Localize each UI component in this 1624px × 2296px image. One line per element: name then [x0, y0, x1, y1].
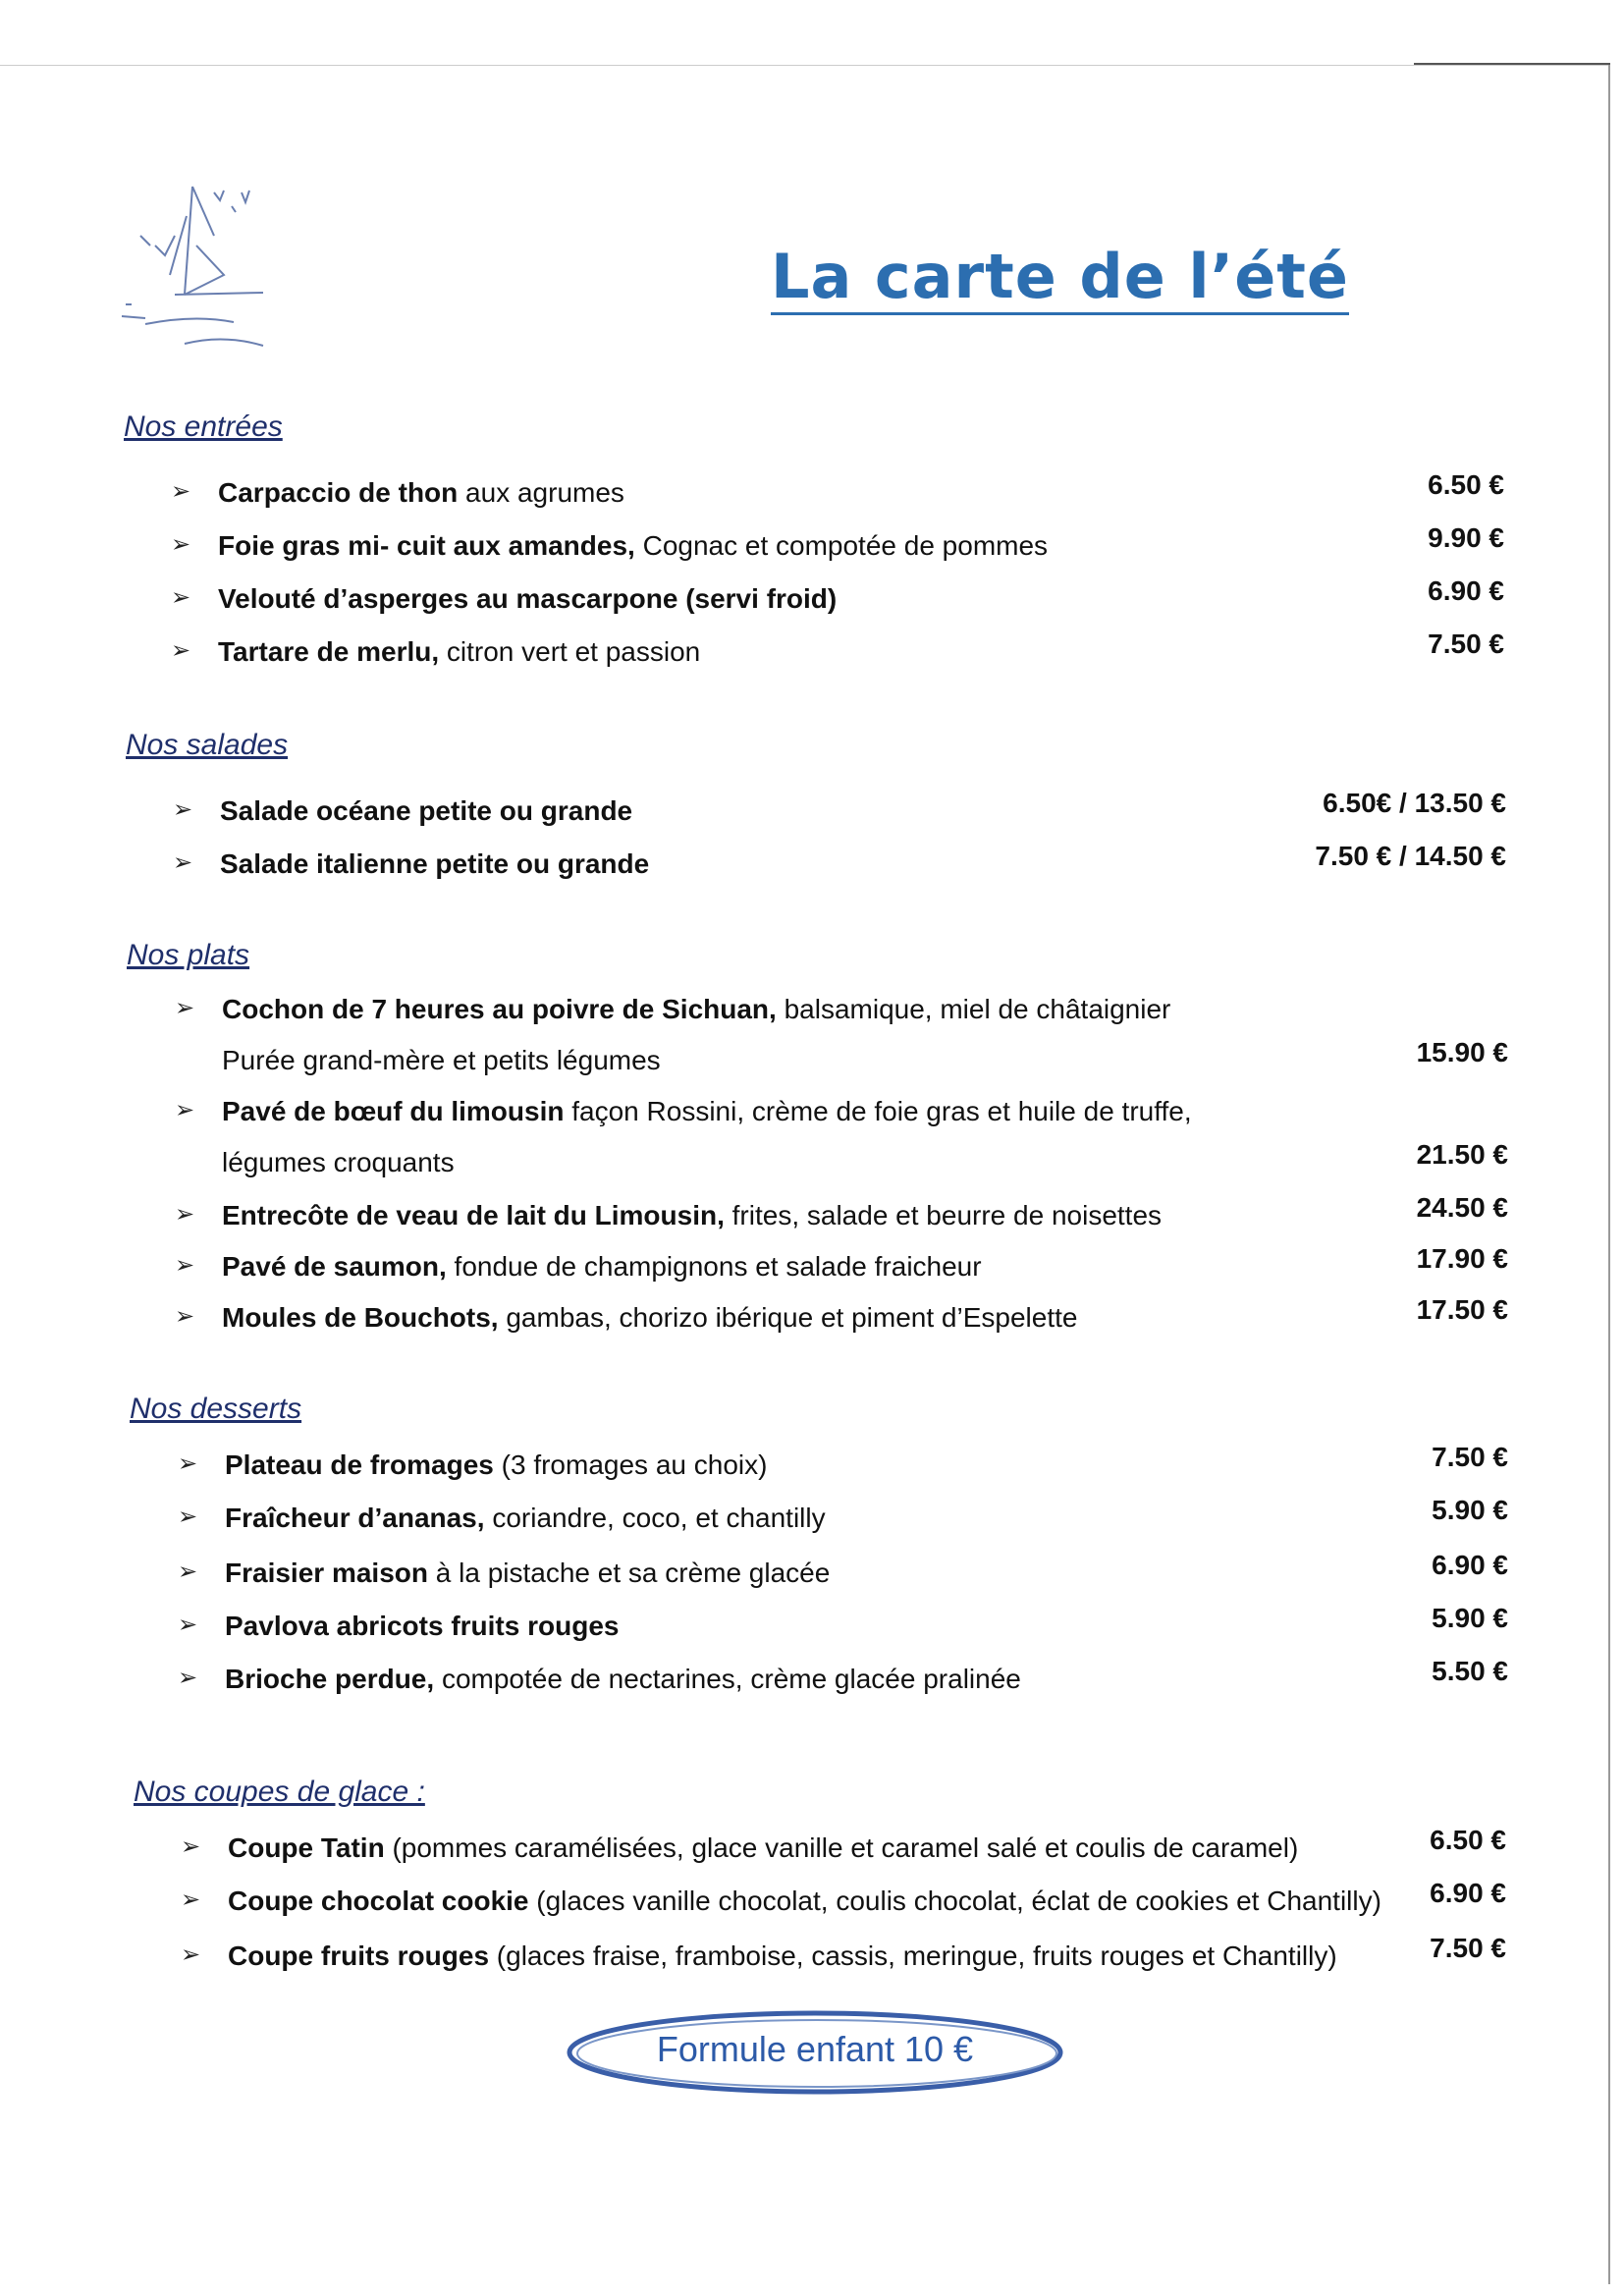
bullet-arrow-icon: ➢ [181, 1886, 201, 1913]
section-title: Nos coupes de glace : [134, 1776, 425, 1808]
bullet-arrow-icon: ➢ [171, 478, 191, 505]
bullet-arrow-icon: ➢ [181, 1941, 201, 1968]
menu-item [178, 1449, 768, 1481]
item-price: 5.50 € [1432, 1656, 1508, 1686]
item-name: Salade océane petite ou grande [220, 795, 633, 826]
item-name: Moules de Bouchots, [222, 1302, 499, 1333]
item-price: 24.50 € [1416, 1192, 1508, 1223]
item-description: Cognac et compotée de pommes [634, 530, 1049, 561]
item-description: balsamique, miel de châtaignier [776, 994, 1171, 1024]
item-price: 6.50 € [1430, 1825, 1506, 1855]
item-name: Foie gras mi- cuit aux amandes, [218, 530, 635, 561]
item-description: coriandre, coco, et chantilly [484, 1503, 826, 1533]
item-description: (pommes caramélisées, glace vanille et caramel salé et coulis de caramel) [384, 1832, 1299, 1863]
item-description-continued: Purée grand-mère et petits légumes [222, 1045, 661, 1075]
item-name: Velouté d’asperges au mascarpone (servi froid) [218, 583, 838, 614]
bullet-arrow-icon: ➢ [181, 1833, 201, 1860]
item-price: 5.90 € [1432, 1495, 1508, 1525]
bullet-arrow-icon: ➢ [178, 1558, 198, 1585]
item-description-continued: légumes croquants [222, 1147, 455, 1177]
menu-item [173, 848, 650, 880]
item-price: 7.50 € [1430, 1933, 1506, 1963]
item-description: façon Rossini, crème de foie gras et huile de truffe, [564, 1096, 1192, 1126]
menu-item [171, 636, 701, 668]
bullet-arrow-icon: ➢ [175, 1097, 195, 1123]
menu-item [171, 583, 838, 615]
menu-item [175, 994, 1171, 1025]
section-title: Nos desserts [130, 1393, 302, 1425]
item-name: Fraîcheur d’ananas, [225, 1503, 485, 1533]
bullet-arrow-icon: ➢ [171, 531, 191, 558]
item-price: 9.90 € [1428, 522, 1504, 553]
bullet-arrow-icon: ➢ [173, 796, 193, 823]
item-price: 7.50 € / 14.50 € [1315, 841, 1506, 871]
item-description: frites, salade et beurre de noisettes [724, 1200, 1163, 1230]
item-name: Coupe chocolat cookie [228, 1886, 529, 1916]
menu-item [171, 477, 624, 509]
menu-item [173, 795, 633, 827]
bullet-arrow-icon: ➢ [178, 1450, 198, 1477]
item-name: Tartare de merlu, [218, 636, 440, 667]
menu-item [181, 1941, 1337, 1972]
bullet-arrow-icon: ➢ [173, 849, 193, 876]
menu-item [178, 1611, 620, 1642]
item-name: Pavlova abricots fruits rouges [225, 1611, 620, 1641]
item-name: Pavé de saumon, [222, 1251, 447, 1282]
item-description: gambas, chorizo ibérique et piment d’Espelette [498, 1302, 1078, 1333]
scan-edge-top-right [1414, 63, 1610, 65]
menu-item [171, 530, 1049, 562]
item-price: 17.90 € [1416, 1243, 1508, 1274]
bullet-arrow-icon: ➢ [175, 1201, 195, 1228]
item-description: fondue de champignons et salade fraicheur [446, 1251, 982, 1282]
bullet-arrow-icon: ➢ [175, 1252, 195, 1279]
section-title: Nos entrées [124, 410, 283, 443]
item-price: 15.90 € [1416, 1037, 1508, 1067]
item-name: Salade italienne petite ou grande [220, 848, 650, 879]
sailboat-logo-icon [116, 177, 283, 373]
menu-item [175, 1251, 982, 1283]
menu-item [181, 1886, 1381, 1917]
item-description: (glaces fraise, framboise, cassis, meringue, fruits rouges et Chantilly) [489, 1941, 1337, 1971]
section-title: Nos salades [126, 729, 289, 761]
scan-edge-right [1608, 65, 1610, 2284]
item-price: 7.50 € [1432, 1442, 1508, 1472]
item-price: 6.50 € [1428, 469, 1504, 500]
menu-item [178, 1664, 1021, 1695]
bullet-arrow-icon: ➢ [178, 1503, 198, 1530]
item-name: Fraisier maison [225, 1558, 428, 1588]
section-title: Nos plats [127, 939, 250, 971]
item-description: à la pistache et sa crème glacée [427, 1558, 831, 1588]
item-price: 6.50€ / 13.50 € [1323, 788, 1506, 818]
item-name: Entrecôte de veau de lait du Limousin, [222, 1200, 725, 1230]
menu-item [175, 1200, 1163, 1231]
item-description: compotée de nectarines, crème glacée pralinée [434, 1664, 1021, 1694]
menu-item [175, 1302, 1078, 1334]
item-price: 17.50 € [1416, 1294, 1508, 1325]
item-name: Coupe fruits rouges [228, 1941, 490, 1971]
kids-formula-badge [560, 2003, 1070, 2102]
bullet-arrow-icon: ➢ [178, 1612, 198, 1638]
item-name: Pavé de bœuf du limousin [222, 1096, 565, 1126]
item-name: Coupe Tatin [228, 1832, 385, 1863]
bullet-arrow-icon: ➢ [175, 1303, 195, 1330]
scan-edge-top [0, 65, 1610, 66]
menu-item [178, 1503, 826, 1534]
kids-formula-text: Formule enfant 10 € [656, 2029, 974, 2069]
bullet-arrow-icon: ➢ [171, 584, 191, 611]
item-price: 6.90 € [1430, 1878, 1506, 1908]
item-name: Plateau de fromages [225, 1449, 494, 1480]
item-description: (3 fromages au choix) [493, 1449, 768, 1480]
menu-item [178, 1558, 831, 1589]
menu-item [181, 1832, 1299, 1864]
page-title: La carte de l’été [771, 244, 1349, 315]
item-name: Carpaccio de thon [218, 477, 459, 508]
bullet-arrow-icon: ➢ [178, 1665, 198, 1691]
item-description: citron vert et passion [439, 636, 701, 667]
menu-item [175, 1096, 1192, 1127]
item-price: 6.90 € [1432, 1550, 1508, 1580]
item-price: 5.90 € [1432, 1603, 1508, 1633]
item-description: aux agrumes [458, 477, 624, 508]
item-price: 6.90 € [1428, 575, 1504, 606]
item-name: Brioche perdue, [225, 1664, 435, 1694]
bullet-arrow-icon: ➢ [171, 637, 191, 664]
item-description: (glaces vanille chocolat, coulis chocolat, éclat de cookies et Chantilly) [528, 1886, 1381, 1916]
item-price: 21.50 € [1416, 1139, 1508, 1170]
item-name: Cochon de 7 heures au poivre de Sichuan, [222, 994, 777, 1024]
bullet-arrow-icon: ➢ [175, 995, 195, 1021]
item-price: 7.50 € [1428, 629, 1504, 659]
